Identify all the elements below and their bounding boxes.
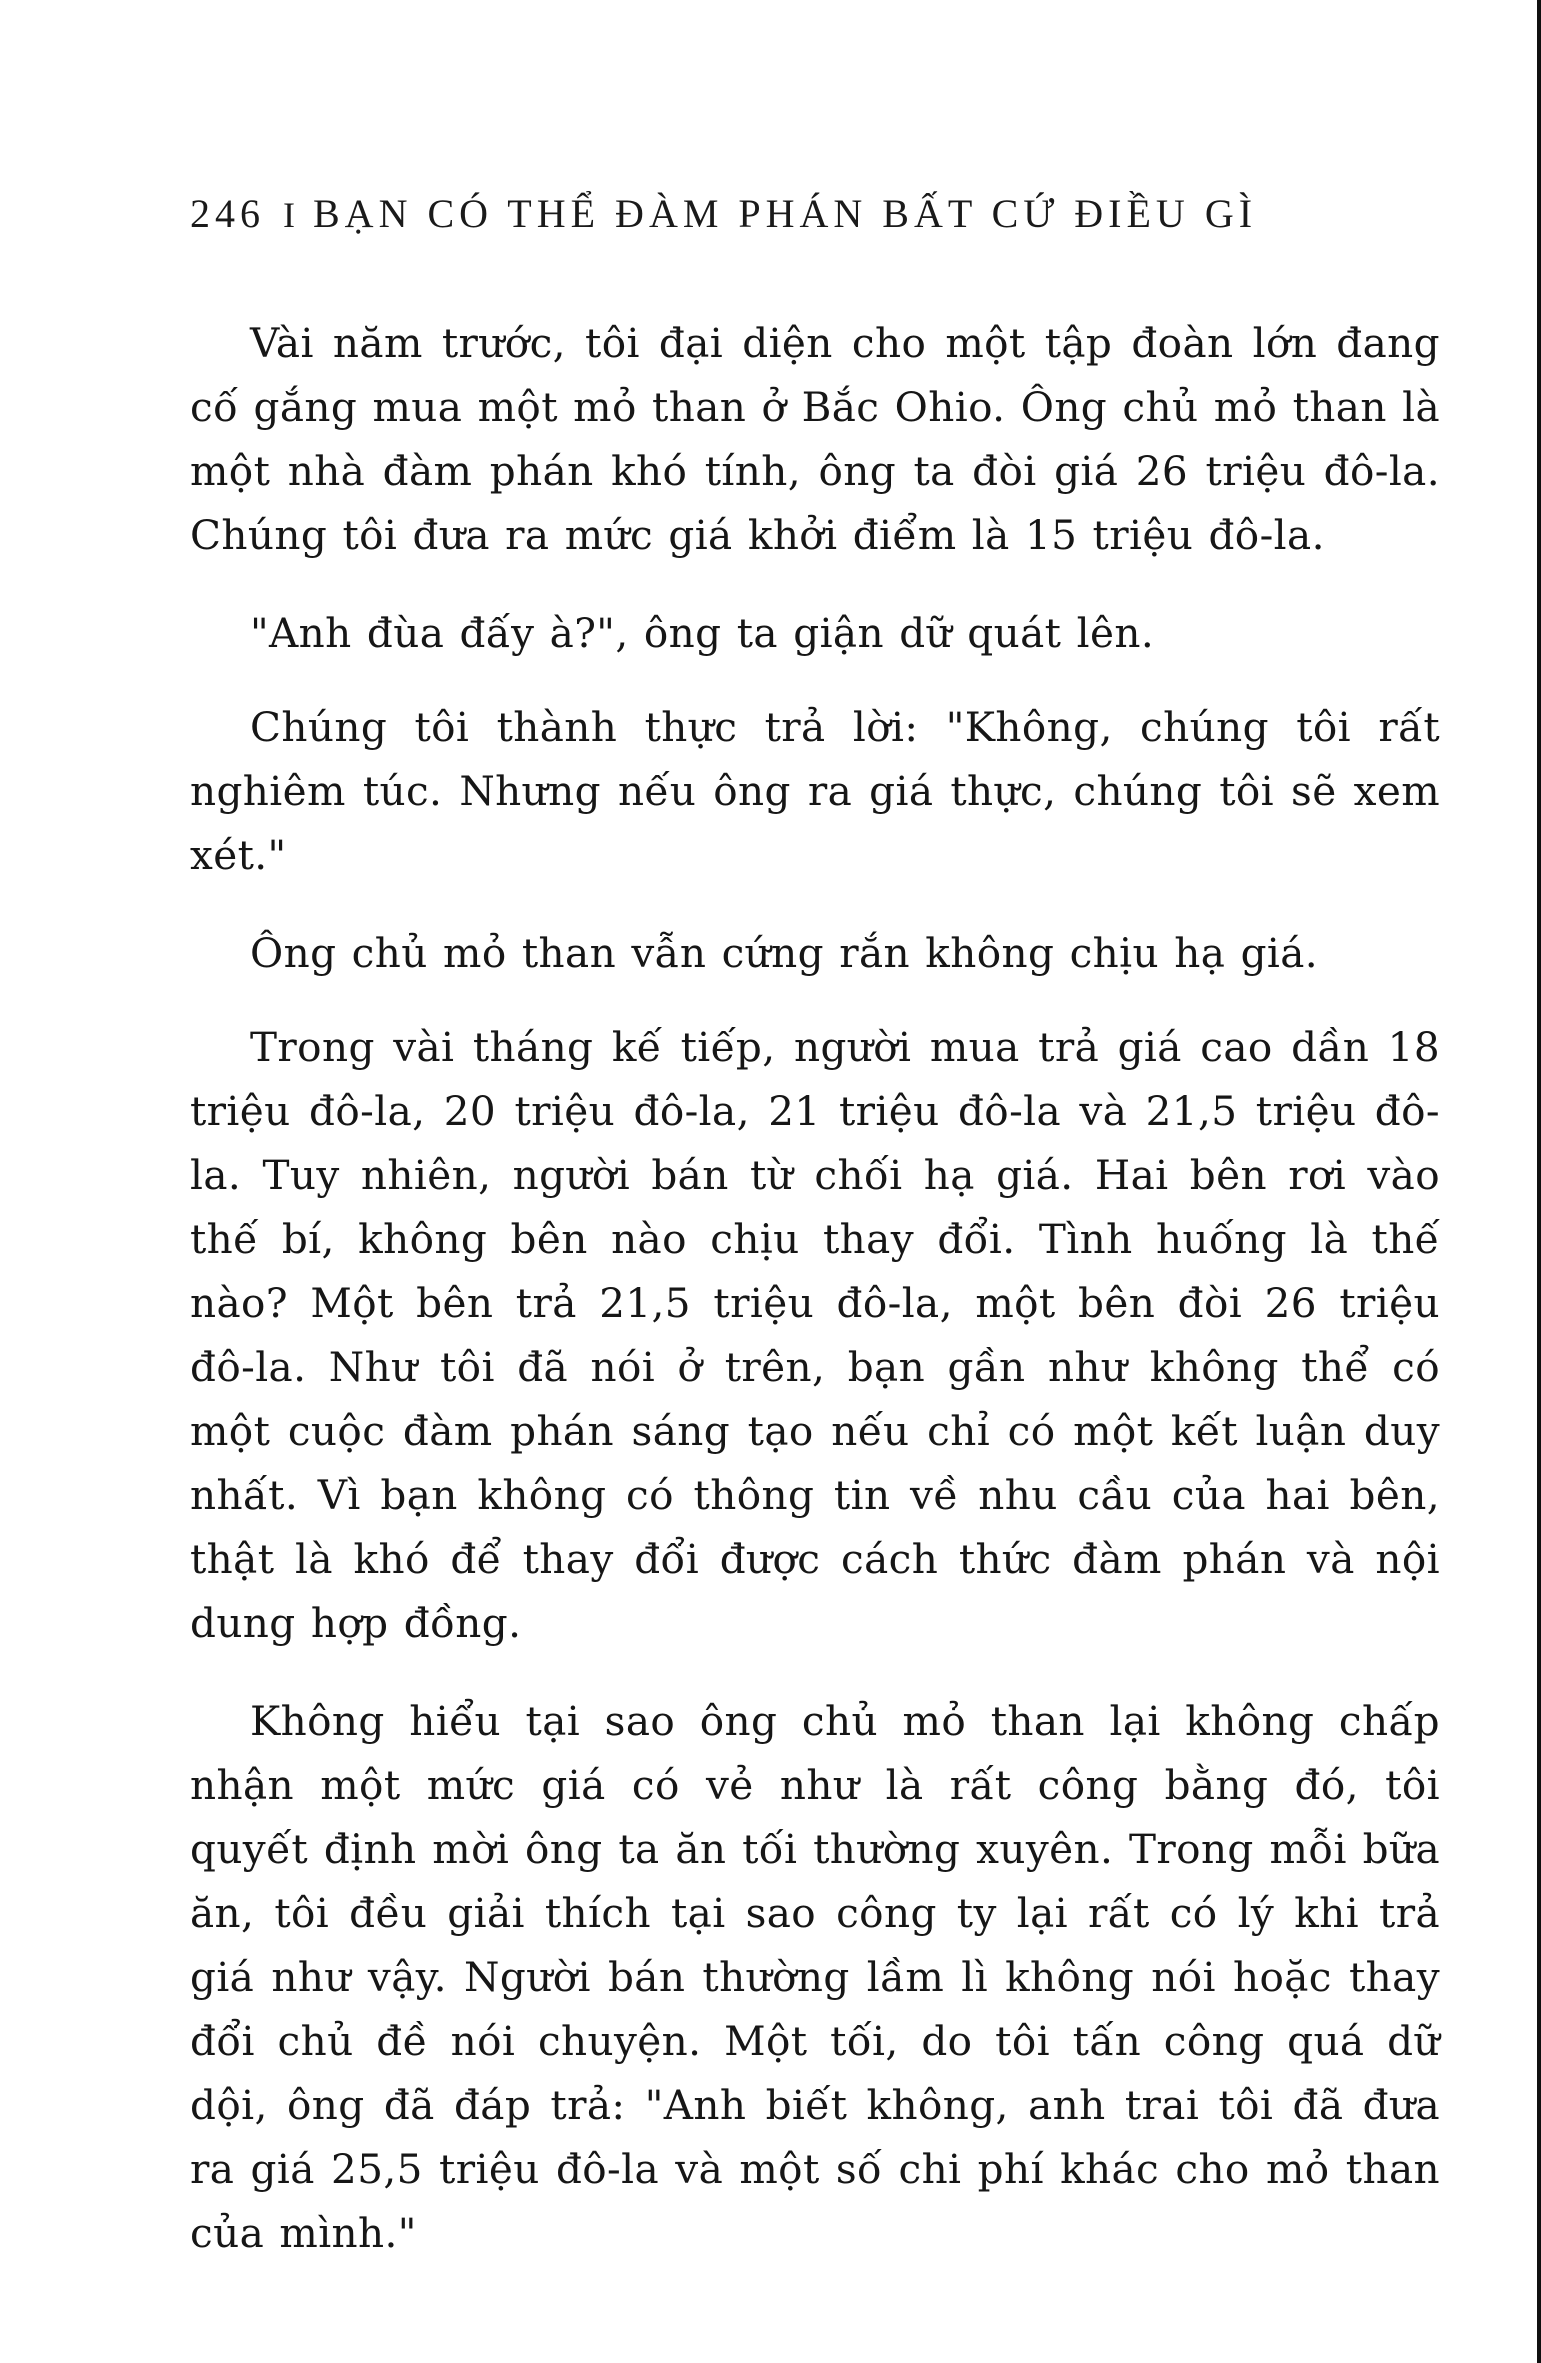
paragraph-5: Trong vài tháng kế tiếp, người mua trả giá cao dần 18 triệu đô-la, 20 triệu đô-la, 21 triệu đô-la và 21,5 triệu đô-la. Tuy nhiên, người bán từ chối hạ giá. Hai bên rơi vào thế bí, không bên nào chịu thay đổi. Tình huống là thế nào? Một bên trả 21,5 triệu đô-la, một bên đòi 26 triệu đô-la. Như tôi đã nói ở trên, bạn gần như không thể có một cuộc đàm phán sáng tạo nếu chỉ có một kết luận duy nhất. Vì bạn không có thông tin về nhu cầu của hai bên, thật là khó để thay đổi được cách thức đàm phán và nội dung hợp đồng. <box>190 1023 1440 1647</box>
paragraph-1: Vài năm trước, tôi đại diện cho một tập đoàn lớn đang cố gắng mua một mỏ than ở Bắc Ohio. Ông chủ mỏ than là một nhà đàm phán khó tính, ông ta đòi giá 26 triệu đô-la. Chúng tôi đưa ra mức giá khởi điểm là 15 triệu đô-la. <box>190 319 1440 559</box>
page-edge-border <box>1537 0 1541 2363</box>
page-number: 246 <box>190 191 265 236</box>
paragraph-6: Không hiểu tại sao ông chủ mỏ than lại không chấp nhận một mức giá có vẻ như là rất công bằng đó, tôi quyết định mời ông ta ăn tối thường xuyên. Trong mỗi bữa ăn, tôi đều giải thích tại sao công ty lại rất có lý khi trả giá như vậy. Người bán thường lầm lì không nói hoặc thay đổi chủ đề nói chuyện. Một tối, do tôi tấn công quá dữ dội, ông đã đáp trả: "Anh biết không, anh trai tôi đã đưa ra giá 25,5 triệu đô-la và một số chi phí khác cho mỏ than của mình." <box>190 1697 1440 2257</box>
paragraph-2: "Anh đùa đấy à?", ông ta giận dữ quát lên. <box>250 609 1155 657</box>
paragraph-4: Ông chủ mỏ than vẫn cứng rắn không chịu hạ giá. <box>250 929 1319 977</box>
running-header <box>190 190 1440 237</box>
book-page <box>190 190 1440 2299</box>
book-title: BẠN CÓ THỂ ĐÀM PHÁN BẤT CỨ ĐIỀU GÌ <box>313 191 1258 236</box>
paragraph-3: Chúng tôi thành thực trả lời: "Không, chúng tôi rất nghiêm túc. Nhưng nếu ông ra giá thực, chúng tôi sẽ xem xét." <box>190 703 1440 879</box>
header-separator: I <box>283 195 295 235</box>
